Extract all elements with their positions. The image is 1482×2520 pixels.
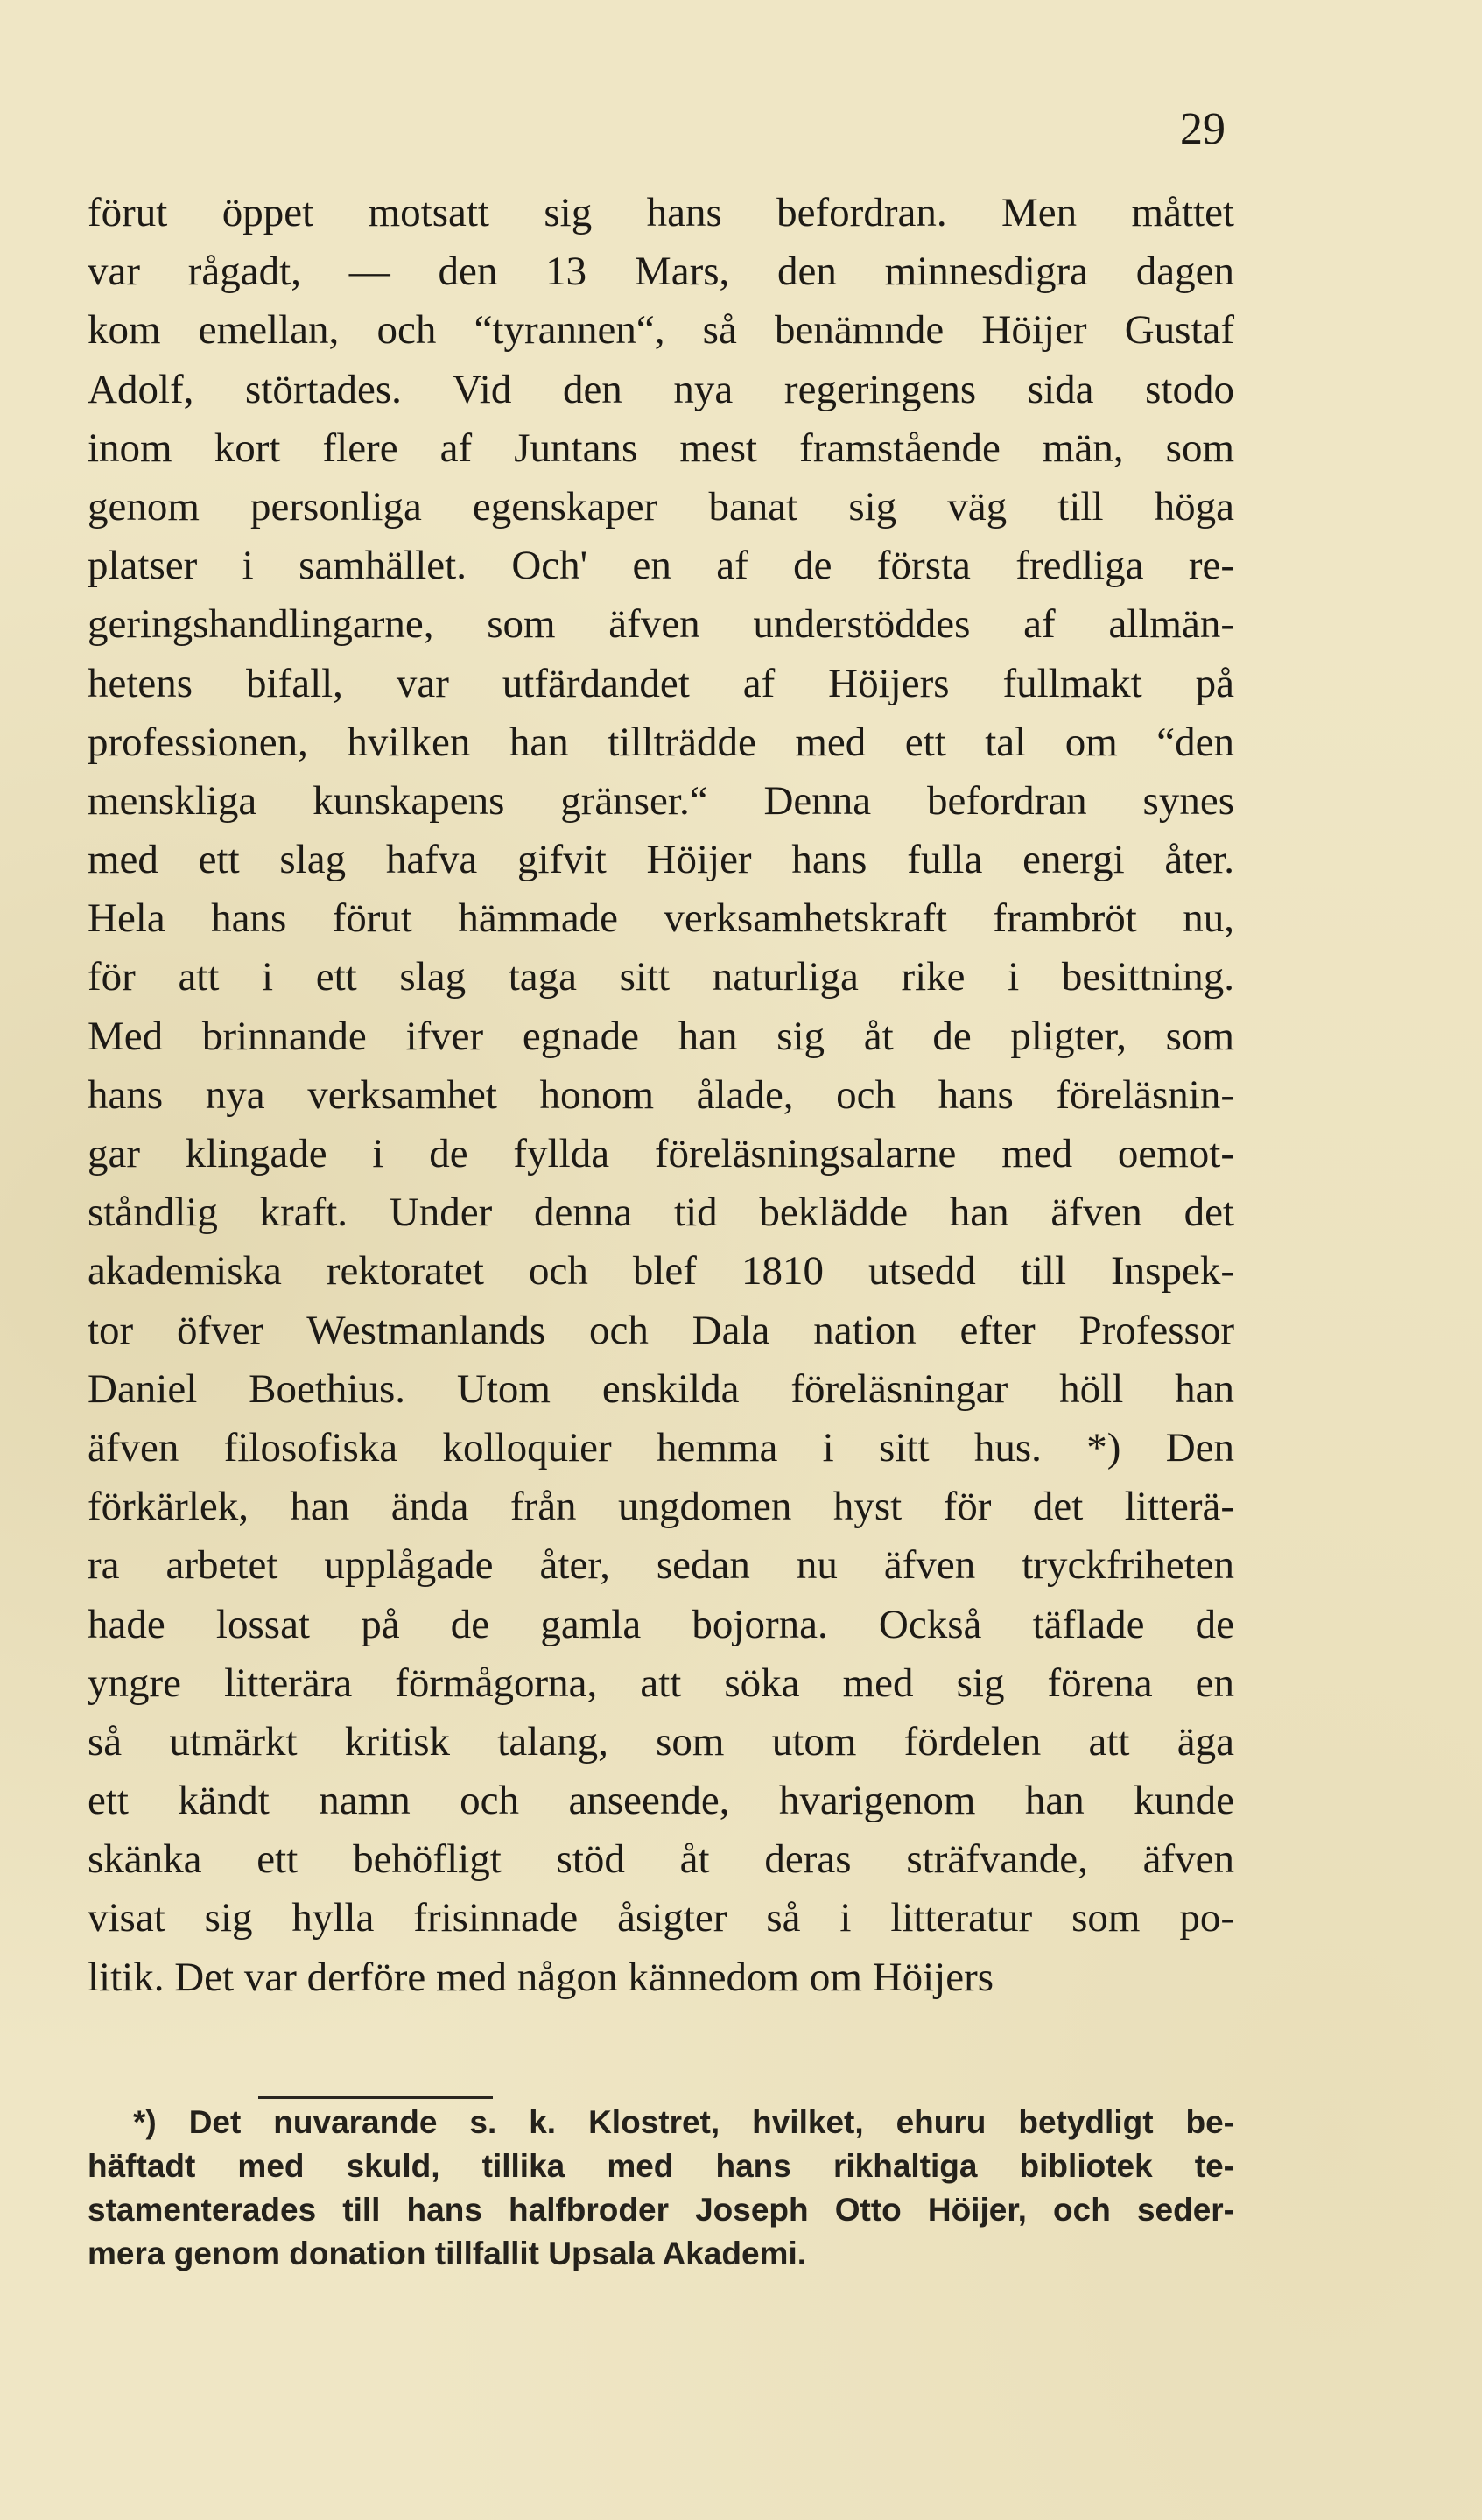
text-line: var rågadt, — den 13 Mars, den minnesdigra dagen	[88, 249, 1234, 295]
footnote-line: häftadt med skuld, tillika med hans rikhaltiga bibliotek te-	[88, 2148, 1234, 2184]
text-line: professionen, hvilken han tillträdde med ett tal om “den	[88, 719, 1234, 765]
text-line: visat sig hylla frisinnade åsigter så i litteratur som po-	[88, 1895, 1234, 1941]
text-line: Adolf, störtades. Vid den nya regeringens sida stodo	[88, 366, 1234, 412]
text-line: litik. Det var derföre med någon kännedom om Höijers	[88, 1954, 994, 2000]
text-line: genom personliga egenskaper banat sig väg till höga	[88, 483, 1234, 530]
page-number: 29	[1180, 104, 1226, 154]
footnote-line: *) Det nuvarande s. k. Klostret, hvilket, ehuru betydligt be-	[133, 2104, 1234, 2140]
text-line: förkärlek, han ända från ungdomen hyst för det litterä-	[88, 1484, 1234, 1530]
text-line: kom emellan, och “tyrannen“, så benämnde Höijer Gustaf	[88, 307, 1234, 354]
text-line: hade lossat på de gamla bojorna. Också täflade de	[88, 1601, 1234, 1647]
text-line: platser i samhället. Och' en af de första fredliga re-	[88, 543, 1234, 589]
text-line: geringshandlingarne, som äfven understöddes af allmän-	[88, 601, 1234, 648]
text-line: akademiska rektoratet och blef 1810 utsedd till Inspek-	[88, 1248, 1234, 1295]
text-line: Med brinnande ifver egnade han sig åt de pligter, som	[88, 1013, 1234, 1059]
text-line: ståndlig kraft. Under denna tid beklädde han äfven det	[88, 1190, 1234, 1236]
text-line: gar klingade i de fyllda föreläsningsalarne med oemot-	[88, 1131, 1234, 1176]
text-line: ett kändt namn och anseende, hvarigenom han kunde	[88, 1778, 1234, 1824]
text-line: Hela hans förut hämmade verksamhetskraft frambröt nu,	[88, 895, 1234, 942]
text-line: Daniel Boethius. Utom enskilda föreläsningar höll han	[88, 1365, 1234, 1412]
footnote-line: mera genom donation tillfallit Upsala Akademi.	[88, 2236, 807, 2271]
body-text	[88, 184, 1234, 2007]
text-line: skänka ett behöfligt stöd åt deras sträfvande, äfven	[88, 1836, 1234, 1883]
footnote-line: stamenterades till hans halfbroder Joseph Otto Höijer, och seder-	[88, 2192, 1234, 2228]
text-line: för att i ett slag taga sitt naturliga rike i besittning.	[88, 954, 1234, 1000]
text-line: inom kort flere af Juntans mest framstående män, som	[88, 425, 1234, 471]
footnote-separator	[258, 2096, 493, 2099]
text-line: med ett slag hafva gifvit Höijer hans fulla energi åter.	[88, 837, 1234, 883]
text-line: äfven filosofiska kolloquier hemma i sitt hus. *) Den	[88, 1424, 1234, 1471]
footnote	[88, 2101, 1234, 2276]
text-line: hetens bifall, var utfärdandet af Höijers fullmakt på	[88, 660, 1234, 706]
text-line: ra arbetet upplågade åter, sedan nu äfven tryckfriheten	[88, 1542, 1234, 1589]
text-line: så utmärkt kritisk talang, som utom fördelen att äga	[88, 1718, 1234, 1765]
text-line: yngre litterära förmågorna, att söka med sig förena en	[88, 1660, 1234, 1706]
text-line: menskliga kunskapens gränser.“ Denna befordran synes	[88, 777, 1234, 824]
text-line: förut öppet motsatt sig hans befordran. Men måttet	[88, 190, 1234, 235]
text-line: hans nya verksamhet honom ålade, och hans föreläsnin-	[88, 1071, 1234, 1118]
text-line: tor öfver Westmanlands och Dala nation efter Professor	[88, 1307, 1234, 1353]
